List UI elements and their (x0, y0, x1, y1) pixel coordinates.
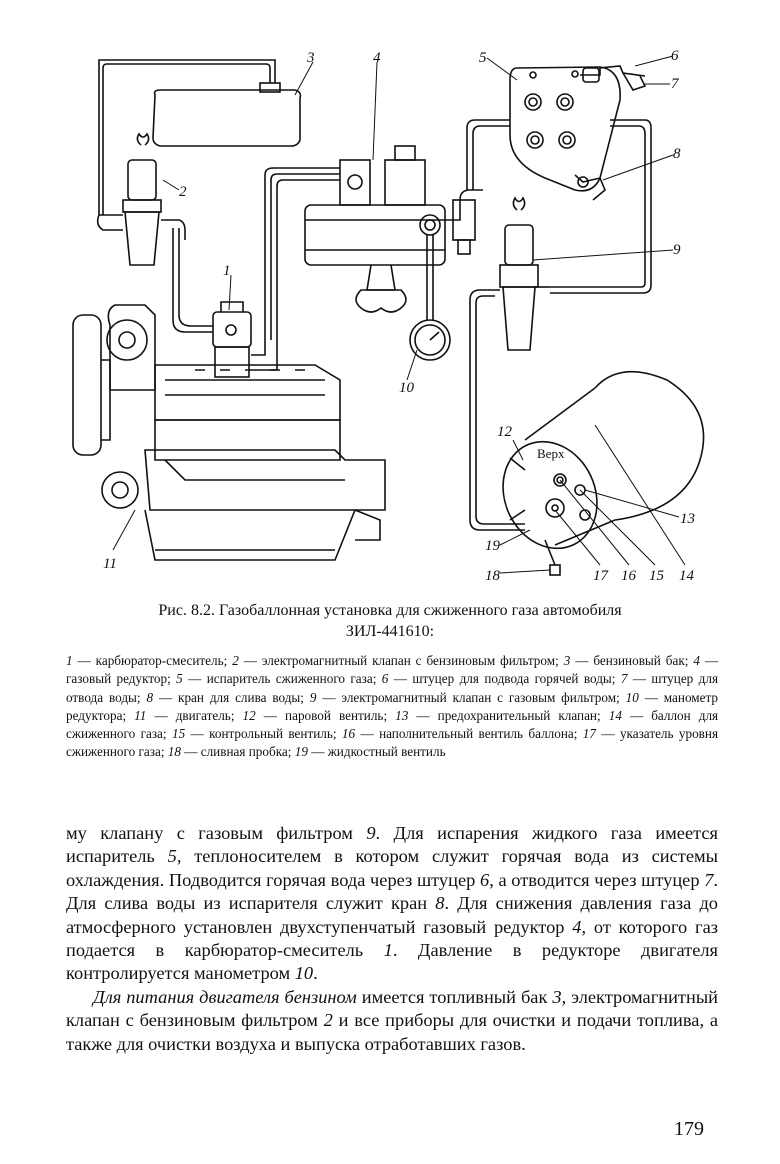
legend-item: 8 — кран для слива воды; (146, 689, 304, 705)
label-top-mark: Верх (537, 446, 565, 461)
legend-item-number: 17 (582, 726, 596, 742)
lpg-installation-diagram (55, 40, 725, 595)
caption-line-1: Рис. 8.2. Газобаллонная установка для сжиженного газа автомобиля (158, 602, 622, 619)
label-11: 11 (103, 556, 117, 572)
legend-item: 18 — сливная пробка; (167, 744, 292, 760)
text-run: , от которого газ подается в карбюратор-смеситель (66, 916, 718, 961)
gas-reducer-4 (305, 146, 445, 312)
figure (55, 40, 725, 595)
legend-item-number: 18 (167, 744, 181, 760)
text-run: . Давление в редукторе двигателя контролируется манометром (66, 940, 718, 984)
legend-item-number: 13 (395, 707, 409, 723)
legend-item: 9 — электромагнитный клапан с газовым фильтром; (309, 689, 620, 705)
legend-item: 5 — испаритель сжиженного газа; (176, 671, 377, 687)
legend-item-text: наполнительный вентиль баллона; (379, 726, 578, 742)
label-7: 7 (671, 76, 679, 92)
text-run: , электромагнитный клапан с бензиновым фильтром (66, 986, 719, 1031)
legend-item: 7 — штуцер для отвода воды; (66, 671, 719, 705)
gas-valve-9 (470, 198, 550, 530)
legend-item-number: 3 (563, 653, 571, 668)
italic-run: 8 (435, 893, 445, 914)
label-14: 14 (679, 568, 694, 584)
label-19: 19 (485, 538, 500, 554)
text-run: , а отводится через штуцер (489, 869, 705, 890)
italic-run: 7 (704, 869, 714, 890)
label-10: 10 (399, 380, 414, 396)
legend-item: 10 — манометр редуктора; (66, 689, 719, 723)
legend-item: 6 — штуцер для подвода горячей воды; (381, 671, 616, 687)
caption-line-2: ЗИЛ-441610: (345, 623, 435, 640)
legend-item-text: штуцер для отвода воды; (66, 671, 719, 705)
legend-item-text: штуцер для подвода горячей воды; (412, 671, 616, 687)
legend-item: 15 — контрольный вентиль; (171, 726, 337, 742)
page-number: 179 (674, 1118, 704, 1140)
label-13: 13 (680, 511, 695, 527)
body-text (66, 822, 718, 1056)
label-8: 8 (673, 146, 681, 162)
legend-item-text: бензиновый бак; (593, 653, 689, 668)
text-run: . Для слива воды из испарителя служит кран (66, 869, 719, 914)
legend-item: 19 — жидкостный вентиль (294, 744, 446, 760)
legend-item-number: 4 (693, 653, 700, 668)
italic-run: 4 (572, 916, 582, 937)
paragraph-1 (66, 822, 718, 986)
label-4: 4 (373, 50, 381, 66)
italic-run: 5 (167, 846, 177, 867)
manometer-10 (410, 235, 450, 360)
legend-item-text: жидкостный вентиль (327, 744, 446, 760)
italic-run: 6 (480, 869, 490, 890)
legend-item-number: 16 (341, 726, 356, 742)
legend-item-text: двигатель; (175, 707, 235, 723)
legend-item-text: предохранительный клапан; (437, 707, 601, 723)
italic-run: Для питания двигателя бензином (93, 986, 357, 1007)
legend-item-number: 14 (608, 707, 622, 723)
legend-item-number: 7 (620, 671, 628, 687)
legend-item-number: 1 (66, 653, 73, 668)
evaporator-5 (467, 67, 651, 293)
legend-item-text: карбюратор-смеситель; (95, 653, 228, 668)
legend-item: 3 — бензиновый бак; (563, 653, 689, 668)
label-1: 1 (223, 263, 231, 279)
legend-item-text: указатель уровня сжиженного газа; (66, 726, 719, 760)
legend-item-text: контрольный вентиль; (209, 726, 337, 742)
legend-item-text: кран для слива воды; (178, 689, 304, 705)
engine-11 (73, 305, 385, 560)
label-17: 17 (593, 568, 608, 584)
legend-item-number: 12 (242, 707, 256, 723)
label-15: 15 (649, 568, 664, 584)
italic-run: 3 (552, 986, 562, 1007)
figure-legend (66, 652, 718, 762)
legend-item-text: электромагнитный клапан с бензиновым фильтром; (261, 653, 559, 668)
legend-item: 14 — баллон для сжиженного газа; (66, 707, 719, 742)
label-3: 3 (307, 50, 315, 66)
legend-item-number: 15 (171, 726, 186, 742)
legend-item: 13 — предохранительный клапан; (395, 707, 601, 723)
legend-item-text: электромагнитный клапан с газовым фильтром; (341, 689, 620, 705)
legend-item-number: 6 (381, 671, 389, 687)
legend-item-text: испаритель сжиженного газа; (206, 671, 377, 687)
drain-tap-8 (575, 175, 605, 200)
text-run: имеется топливный бак (356, 986, 553, 1007)
label-6: 6 (671, 48, 679, 64)
italic-run: 9 (366, 823, 376, 843)
legend-item-number: 10 (625, 689, 639, 705)
legend-item: 1 — карбюратор-смеситель; (66, 653, 228, 668)
text-run: и все приборы для очистки и подачи топлива, а также для очистки воздуха и выпуска отработавших газов. (66, 1010, 719, 1054)
label-16: 16 (621, 568, 636, 584)
legend-item-number: 19 (294, 744, 308, 760)
legend-item-text: газовый редуктор; (66, 671, 171, 687)
legend-item-text: сливная пробка; (200, 744, 292, 760)
petrol-tank (153, 90, 300, 146)
text-run: . Для снижения давления газа до атмосферного установлен двухступенчатый газовый редуктор (66, 893, 718, 937)
legend-item-number: 9 (309, 689, 317, 705)
label-12: 12 (497, 424, 512, 440)
text-run: , теплоносителем в котором служит горячая вода из системы охлаждения. Подводится горячая вода через штуцер (66, 846, 718, 890)
italic-run: 10 (294, 963, 314, 984)
text-run: му клапану с газовым фильтром (66, 823, 367, 843)
label-5: 5 (479, 50, 487, 66)
figure-caption (70, 600, 710, 642)
gas-cylinder-14 (486, 372, 704, 575)
label-2: 2 (179, 184, 187, 200)
legend-item: 17 — указатель уровня сжиженного газа; (66, 726, 719, 760)
petrol-valve-2 (98, 134, 213, 332)
legend-item-text: паровой вентиль; (285, 707, 388, 723)
water-fittings-6-7 (580, 66, 645, 90)
legend-item: 12 — паровой вентиль; (242, 707, 388, 723)
label-9: 9 (673, 242, 681, 258)
legend-item-text: баллон для сжиженного газа; (66, 707, 719, 742)
legend-item-number: 8 (146, 689, 154, 705)
legend-item-number: 5 (176, 671, 183, 687)
italic-run: 1 (383, 940, 393, 961)
legend-item-number: 2 (232, 653, 239, 668)
legend-item: 2 — электромагнитный клапан с бензиновым фильтром; (232, 653, 559, 668)
label-18: 18 (485, 568, 500, 584)
legend-item: 11 — двигатель; (134, 707, 235, 723)
italic-run: 2 (323, 1010, 333, 1031)
text-run: . Для испарения жидкого газа имеется испаритель (66, 823, 719, 867)
legend-item: 4 — газовый редуктор; (66, 653, 719, 687)
legend-item-text: манометр редуктора; (66, 689, 719, 723)
legend-item: 16 — наполнительный вентиль баллона; (341, 726, 578, 742)
paragraph-2 (66, 986, 718, 1056)
text-run: . (313, 963, 318, 984)
legend-item-number: 11 (134, 707, 147, 723)
